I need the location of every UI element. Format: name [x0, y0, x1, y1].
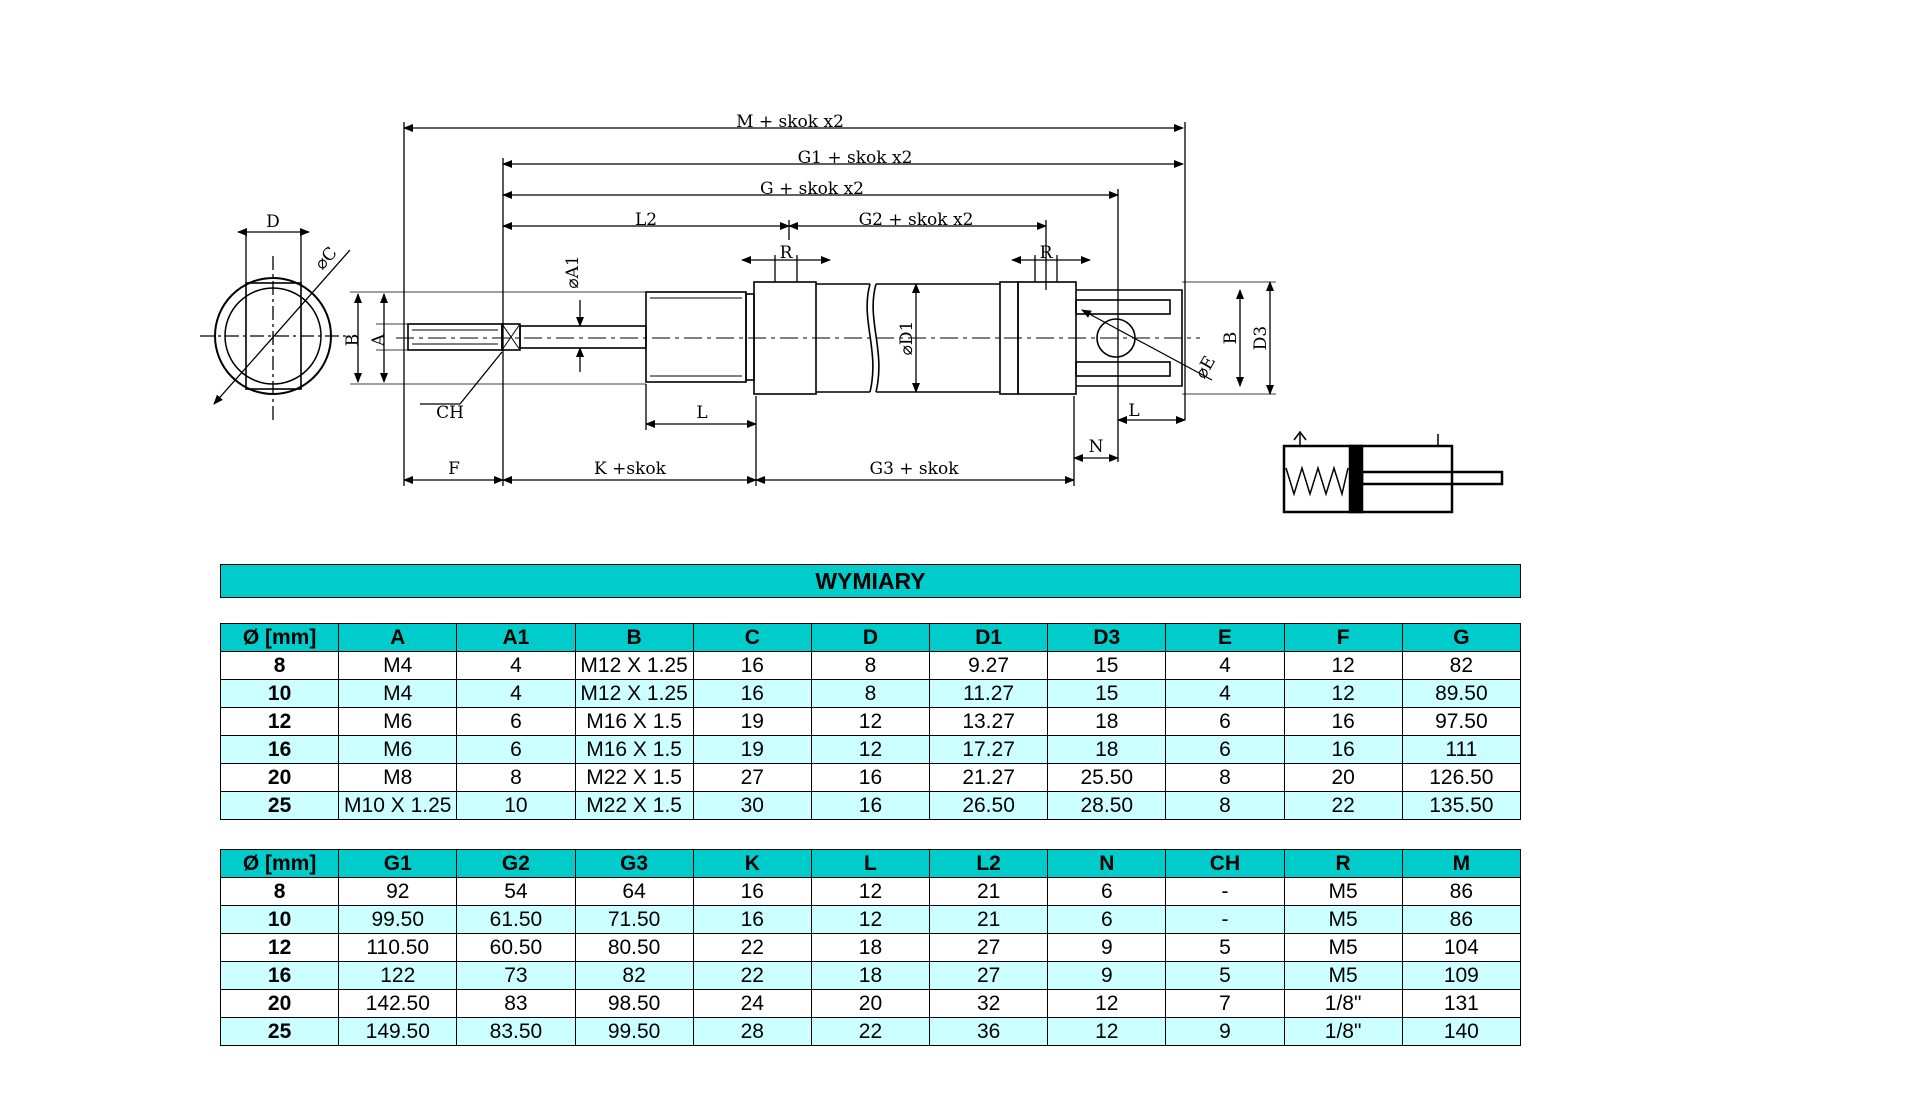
table-cell: 22 [693, 962, 811, 990]
table-cell: 6 [457, 708, 575, 736]
table-cell: 16 [811, 792, 929, 820]
table-cell: 110.50 [339, 934, 457, 962]
table-cell: 12 [811, 906, 929, 934]
table-cell: 18 [1048, 736, 1166, 764]
table-cell: 4 [457, 652, 575, 680]
column-header: R [1284, 850, 1402, 878]
table-cell: 27 [930, 934, 1048, 962]
table-cell: 16 [693, 680, 811, 708]
table-row [221, 736, 1521, 764]
table-cell: 109 [1402, 962, 1520, 990]
column-header: K [693, 850, 811, 878]
table-cell: 30 [693, 792, 811, 820]
table-cell: 12 [1284, 652, 1402, 680]
table-cell: 21.27 [930, 764, 1048, 792]
table-cell: 9.27 [930, 652, 1048, 680]
column-header: G2 [457, 850, 575, 878]
table-cell: 15 [1048, 652, 1166, 680]
table-cell: M4 [339, 652, 457, 680]
dimensions-table-2-wrap [220, 849, 1521, 1046]
table-cell: 16 [693, 906, 811, 934]
table-cell: 6 [1166, 736, 1284, 764]
column-header: G [1402, 624, 1520, 652]
table-cell: 19 [693, 736, 811, 764]
table-cell: 135.50 [1402, 792, 1520, 820]
table-cell: M16 X 1.5 [575, 736, 693, 764]
table-cell: M10 X 1.25 [339, 792, 457, 820]
table-cell: 97.50 [1402, 708, 1520, 736]
row-header-cell: 20 [221, 764, 339, 792]
label-l-right: L [1128, 401, 1140, 421]
column-header: L2 [930, 850, 1048, 878]
table-cell: 27 [693, 764, 811, 792]
table-cell: 1/8" [1284, 990, 1402, 1018]
table-cell: 16 [811, 764, 929, 792]
table-cell: 6 [1166, 708, 1284, 736]
table-cell: 8 [811, 652, 929, 680]
table-row [221, 906, 1521, 934]
table-cell: 15 [1048, 680, 1166, 708]
column-header: E [1166, 624, 1284, 652]
table-cell: 17.27 [930, 736, 1048, 764]
table-cell: 8 [811, 680, 929, 708]
table-cell: M5 [1284, 962, 1402, 990]
table-cell: 83.50 [457, 1018, 575, 1046]
column-header: A1 [457, 624, 575, 652]
table-cell: 8 [1166, 764, 1284, 792]
table-cell: 126.50 [1402, 764, 1520, 792]
table-cell: 142.50 [339, 990, 457, 1018]
table-cell: 82 [1402, 652, 1520, 680]
pneumatic-symbol [1284, 432, 1502, 512]
row-header-cell: 16 [221, 736, 339, 764]
table-cell: 5 [1166, 962, 1284, 990]
label-l2: L2 [634, 210, 658, 230]
table-cell: 22 [1284, 792, 1402, 820]
label-l-left: L [696, 403, 708, 423]
label-n: N [1088, 437, 1104, 457]
table-cell: 27 [930, 962, 1048, 990]
dimension-lines-bottom [404, 352, 1185, 486]
column-header: M [1402, 850, 1520, 878]
table-cell: 16 [693, 878, 811, 906]
label-c-end: ⌀C [311, 243, 342, 274]
dimensions-table-2 [220, 849, 1521, 1046]
row-header-cell: 12 [221, 934, 339, 962]
table-cell: 21 [930, 878, 1048, 906]
table-cell: M12 X 1.25 [575, 680, 693, 708]
label-r-left: R [779, 243, 793, 263]
table-cell: 11.27 [930, 680, 1048, 708]
table-cell: 28.50 [1048, 792, 1166, 820]
row-header-cell: 10 [221, 906, 339, 934]
table-cell: 98.50 [575, 990, 693, 1018]
table-cell: 26.50 [930, 792, 1048, 820]
table-cell: M6 [339, 708, 457, 736]
dimension-lines-top [404, 122, 1185, 486]
table-cell: 7 [1166, 990, 1284, 1018]
dimensions-table-1 [220, 623, 1521, 820]
table-row [221, 680, 1521, 708]
table-cell: 131 [1402, 990, 1520, 1018]
label-g1: G1 + skok x2 [797, 148, 913, 168]
column-header: Ø [mm] [221, 624, 339, 652]
table-header-row [221, 624, 1521, 652]
table-cell: M8 [339, 764, 457, 792]
table-cell: 99.50 [339, 906, 457, 934]
table-cell: 140 [1402, 1018, 1520, 1046]
table-cell: 28 [693, 1018, 811, 1046]
table-row [221, 990, 1521, 1018]
column-header: D [811, 624, 929, 652]
label-ch: CH [436, 403, 464, 423]
table-cell: 16 [1284, 708, 1402, 736]
table-row [221, 764, 1521, 792]
table-header-row [221, 850, 1521, 878]
table-cell: 18 [811, 962, 929, 990]
table-row [221, 652, 1521, 680]
table-cell: 24 [693, 990, 811, 1018]
table-cell: 89.50 [1402, 680, 1520, 708]
table-cell: 4 [457, 680, 575, 708]
column-header: C [693, 624, 811, 652]
table-cell: 20 [811, 990, 929, 1018]
table-cell: 20 [1284, 764, 1402, 792]
table-cell: M5 [1284, 906, 1402, 934]
column-header: G3 [575, 850, 693, 878]
table-cell: 5 [1166, 934, 1284, 962]
label-g: G + skok x2 [759, 179, 865, 199]
table-cell: 8 [1166, 792, 1284, 820]
column-header: A [339, 624, 457, 652]
label-b-right: B [1221, 331, 1241, 345]
table-cell: 13.27 [930, 708, 1048, 736]
table-cell: 19 [693, 708, 811, 736]
table-cell: 12 [1284, 680, 1402, 708]
table-cell: 6 [1048, 906, 1166, 934]
label-a-left: A [369, 333, 389, 347]
table-cell: 21 [930, 906, 1048, 934]
row-header-cell: 20 [221, 990, 339, 1018]
label-d1: ⌀D1 [897, 320, 917, 356]
label-g3: G3 + skok [869, 459, 959, 479]
table-cell: 104 [1402, 934, 1520, 962]
table-cell: 61.50 [457, 906, 575, 934]
table-cell: 111 [1402, 736, 1520, 764]
table-cell: 4 [1166, 680, 1284, 708]
label-b-left: B [343, 333, 363, 347]
table-cell: 54 [457, 878, 575, 906]
table-cell: 86 [1402, 878, 1520, 906]
table-row [221, 878, 1521, 906]
label-d3: D3 [1251, 325, 1271, 351]
table-cell: 73 [457, 962, 575, 990]
label-e: ⌀E [1191, 352, 1220, 383]
row-header-cell: 10 [221, 680, 339, 708]
label-g2: G2 + skok x2 [858, 210, 974, 230]
table-row [221, 708, 1521, 736]
technical-drawing [0, 0, 1920, 540]
column-header: F [1284, 624, 1402, 652]
table-cell: M12 X 1.25 [575, 652, 693, 680]
table-cell: 122 [339, 962, 457, 990]
table-cell: 8 [457, 764, 575, 792]
label-k: K +skok [594, 459, 666, 479]
table-cell: 9 [1048, 962, 1166, 990]
table-cell: - [1166, 906, 1284, 934]
table-cell: 6 [1048, 878, 1166, 906]
table-cell: 12 [811, 736, 929, 764]
table-cell: M16 X 1.5 [575, 708, 693, 736]
column-header: N [1048, 850, 1166, 878]
table-cell: 71.50 [575, 906, 693, 934]
table-cell: 22 [693, 934, 811, 962]
table-cell: 9 [1048, 934, 1166, 962]
table-cell: 4 [1166, 652, 1284, 680]
table-cell: 99.50 [575, 1018, 693, 1046]
table-cell: 12 [811, 708, 929, 736]
label-a1: ⌀A1 [563, 255, 583, 289]
table-cell: 36 [930, 1018, 1048, 1046]
table-cell: 18 [1048, 708, 1166, 736]
table-cell: 25.50 [1048, 764, 1166, 792]
table-cell: 80.50 [575, 934, 693, 962]
row-header-cell: 8 [221, 878, 339, 906]
table-cell: - [1166, 878, 1284, 906]
label-m: M + skok x2 [736, 112, 844, 132]
column-header: D3 [1048, 624, 1166, 652]
label-r-right: R [1039, 243, 1053, 263]
table-cell: 32 [930, 990, 1048, 1018]
table-row [221, 934, 1521, 962]
row-header-cell: 8 [221, 652, 339, 680]
column-header: B [575, 624, 693, 652]
table-cell: 83 [457, 990, 575, 1018]
row-header-cell: 25 [221, 792, 339, 820]
table-title: WYMIARY [220, 564, 1521, 598]
table-cell: 12 [1048, 990, 1166, 1018]
table-cell: 12 [811, 878, 929, 906]
column-header: L [811, 850, 929, 878]
table-cell: M22 X 1.5 [575, 764, 693, 792]
table-cell: 12 [1048, 1018, 1166, 1046]
row-header-cell: 12 [221, 708, 339, 736]
table-cell: 16 [1284, 736, 1402, 764]
table-cell: 64 [575, 878, 693, 906]
table-cell: M5 [1284, 934, 1402, 962]
table-cell: 16 [693, 652, 811, 680]
column-header: D1 [930, 624, 1048, 652]
table-row [221, 792, 1521, 820]
table-cell: 60.50 [457, 934, 575, 962]
label-d-end: D [266, 212, 280, 232]
table-cell: M4 [339, 680, 457, 708]
table-cell: 10 [457, 792, 575, 820]
table-cell: 9 [1166, 1018, 1284, 1046]
table-cell: 22 [811, 1018, 929, 1046]
dimensions-table-1-wrap [220, 623, 1521, 820]
table-cell: 86 [1402, 906, 1520, 934]
table-cell: 149.50 [339, 1018, 457, 1046]
table-cell: 92 [339, 878, 457, 906]
table-cell: M22 X 1.5 [575, 792, 693, 820]
cylinder-body [396, 282, 1212, 394]
column-header: Ø [mm] [221, 850, 339, 878]
label-f: F [448, 459, 460, 479]
row-header-cell: 25 [221, 1018, 339, 1046]
column-header: G1 [339, 850, 457, 878]
column-header: CH [1166, 850, 1284, 878]
table-cell: 82 [575, 962, 693, 990]
table-cell: 6 [457, 736, 575, 764]
table-cell: 18 [811, 934, 929, 962]
table-cell: M5 [1284, 878, 1402, 906]
table-row [221, 1018, 1521, 1046]
table-cell: M6 [339, 736, 457, 764]
table-row [221, 962, 1521, 990]
table-cell: 1/8" [1284, 1018, 1402, 1046]
row-header-cell: 16 [221, 962, 339, 990]
